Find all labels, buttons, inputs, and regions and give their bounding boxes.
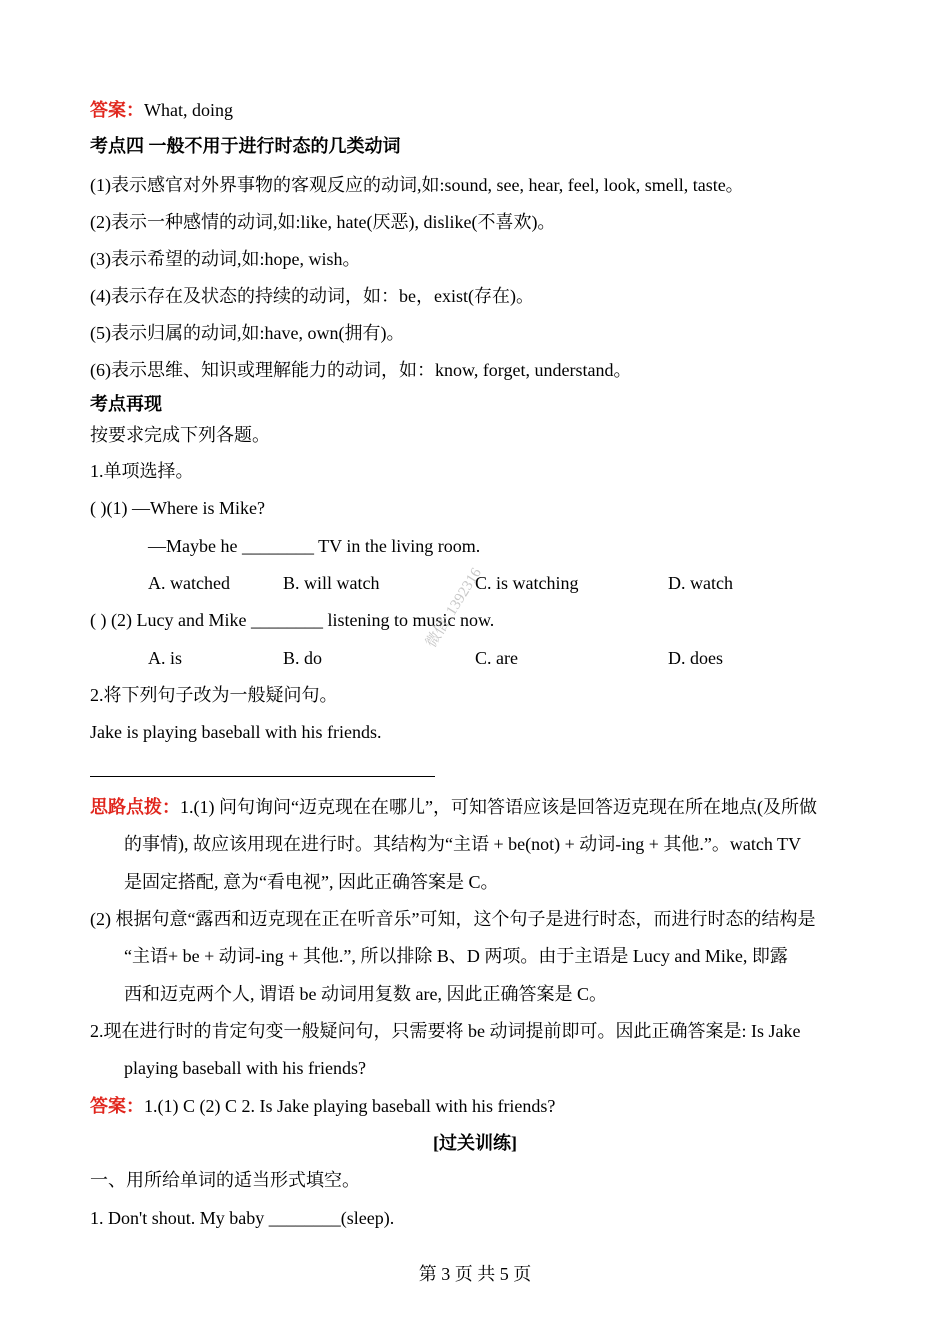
question-2-option-c: C. are [475,648,518,668]
review-title: 考点再现 [90,394,162,414]
question-2-stem: ( ) (2) Lucy and Mike ________ listening to music now. [90,610,495,630]
section-4-item-1: (1)表示感官对外界事物的客观反应的动词,如:sound, see, hear, feel, look, smell, taste。 [90,175,744,195]
review-part2-title: 2.将下列句子改为一般疑问句。 [90,685,338,705]
analysis-label: 思路点拨： [90,797,180,817]
answer-line-2 [90,1094,555,1118]
review-part2-sentence: Jake is playing baseball with his friends. [90,722,382,742]
training-part1: 一、用所给单词的适当形式填空。 [90,1170,360,1190]
watermark: 微信: 1392316 [423,565,485,651]
answer-label-2: 答案： [90,1096,144,1116]
answer-blank-line [90,776,435,777]
review-instruction: 按要求完成下列各题。 [90,425,270,445]
section-4-item-6: (6)表示思维、知识或理解能力的动词，如：know, forget, understand。 [90,360,632,380]
question-1-option-d: D. watch [668,573,733,593]
analysis-line-5: “主语+ be + 动词-ing + 其他.”, 所以排除 B、D 两项。由于主语是 Lucy and Mike, 即露 [124,946,788,966]
analysis-line-2: 的事情), 故应该用现在进行时。其结构为“主语 + be(not) + 动词-ing + 其他.”。watch TV [124,834,802,854]
answer-label: 答案： [90,100,144,120]
answer-text-2: 1.(1) C (2) C 2. Is Jake playing baseball with his friends? [144,1096,556,1116]
section-4-item-4: (4)表示存在及状态的持续的动词，如：be，exist(存在)。 [90,286,534,306]
section-4-title: 考点四 一般不用于进行时态的几类动词 [90,136,401,156]
question-1-option-b: B. will watch [283,573,380,593]
question-1-option-c: C. is watching [475,573,579,593]
analysis-line-4: (2) 根据句意“露西和迈克现在正在听音乐”可知，这个句子是进行时态，而进行时态的结构是 [90,909,816,929]
analysis-text-1: 1.(1) 问句询问“迈克现在在哪儿”，可知答语应该是回答迈克现在所在地点(及所做 [180,797,817,817]
question-1-option-a: A. watched [148,573,230,593]
analysis-line-1 [90,795,817,819]
analysis-line-3: 是固定搭配, 意为“看电视”, 因此正确答案是 C。 [124,872,499,892]
training-title: [过关训练] [433,1133,517,1153]
question-1-stem: ( )(1) —Where is Mike? [90,498,265,518]
question-2-option-b: B. do [283,648,323,668]
answer-text: What, doing [144,100,233,120]
training-question-1: 1. Don't shout. My baby ________(sleep). [90,1208,395,1228]
question-2-option-d: D. does [668,648,723,668]
analysis-line-8: playing baseball with his friends? [124,1058,366,1078]
question-1-line2: —Maybe he ________ TV in the living room. [148,536,481,556]
review-part1-title: 1.单项选择。 [90,461,194,481]
section-4-item-3: (3)表示希望的动词,如:hope, wish。 [90,249,361,269]
question-2-option-a: A. is [148,648,183,668]
section-4-item-5: (5)表示归属的动词,如:have, own(拥有)。 [90,323,405,343]
section-4-item-2: (2)表示一种感情的动词,如:like, hate(厌恶), dislike(不喜欢)。 [90,212,556,232]
analysis-line-7: 2.现在进行时的肯定句变一般疑问句，只需要将 be 动词提前即可。因此正确答案是: Is Jake [90,1021,801,1041]
analysis-line-6: 西和迈克两个人, 谓语 be 动词用复数 are, 因此正确答案是 C。 [124,984,607,1004]
answer-line-1 [90,98,233,122]
page-footer: 第 3 页 共 5 页 [418,1264,532,1284]
